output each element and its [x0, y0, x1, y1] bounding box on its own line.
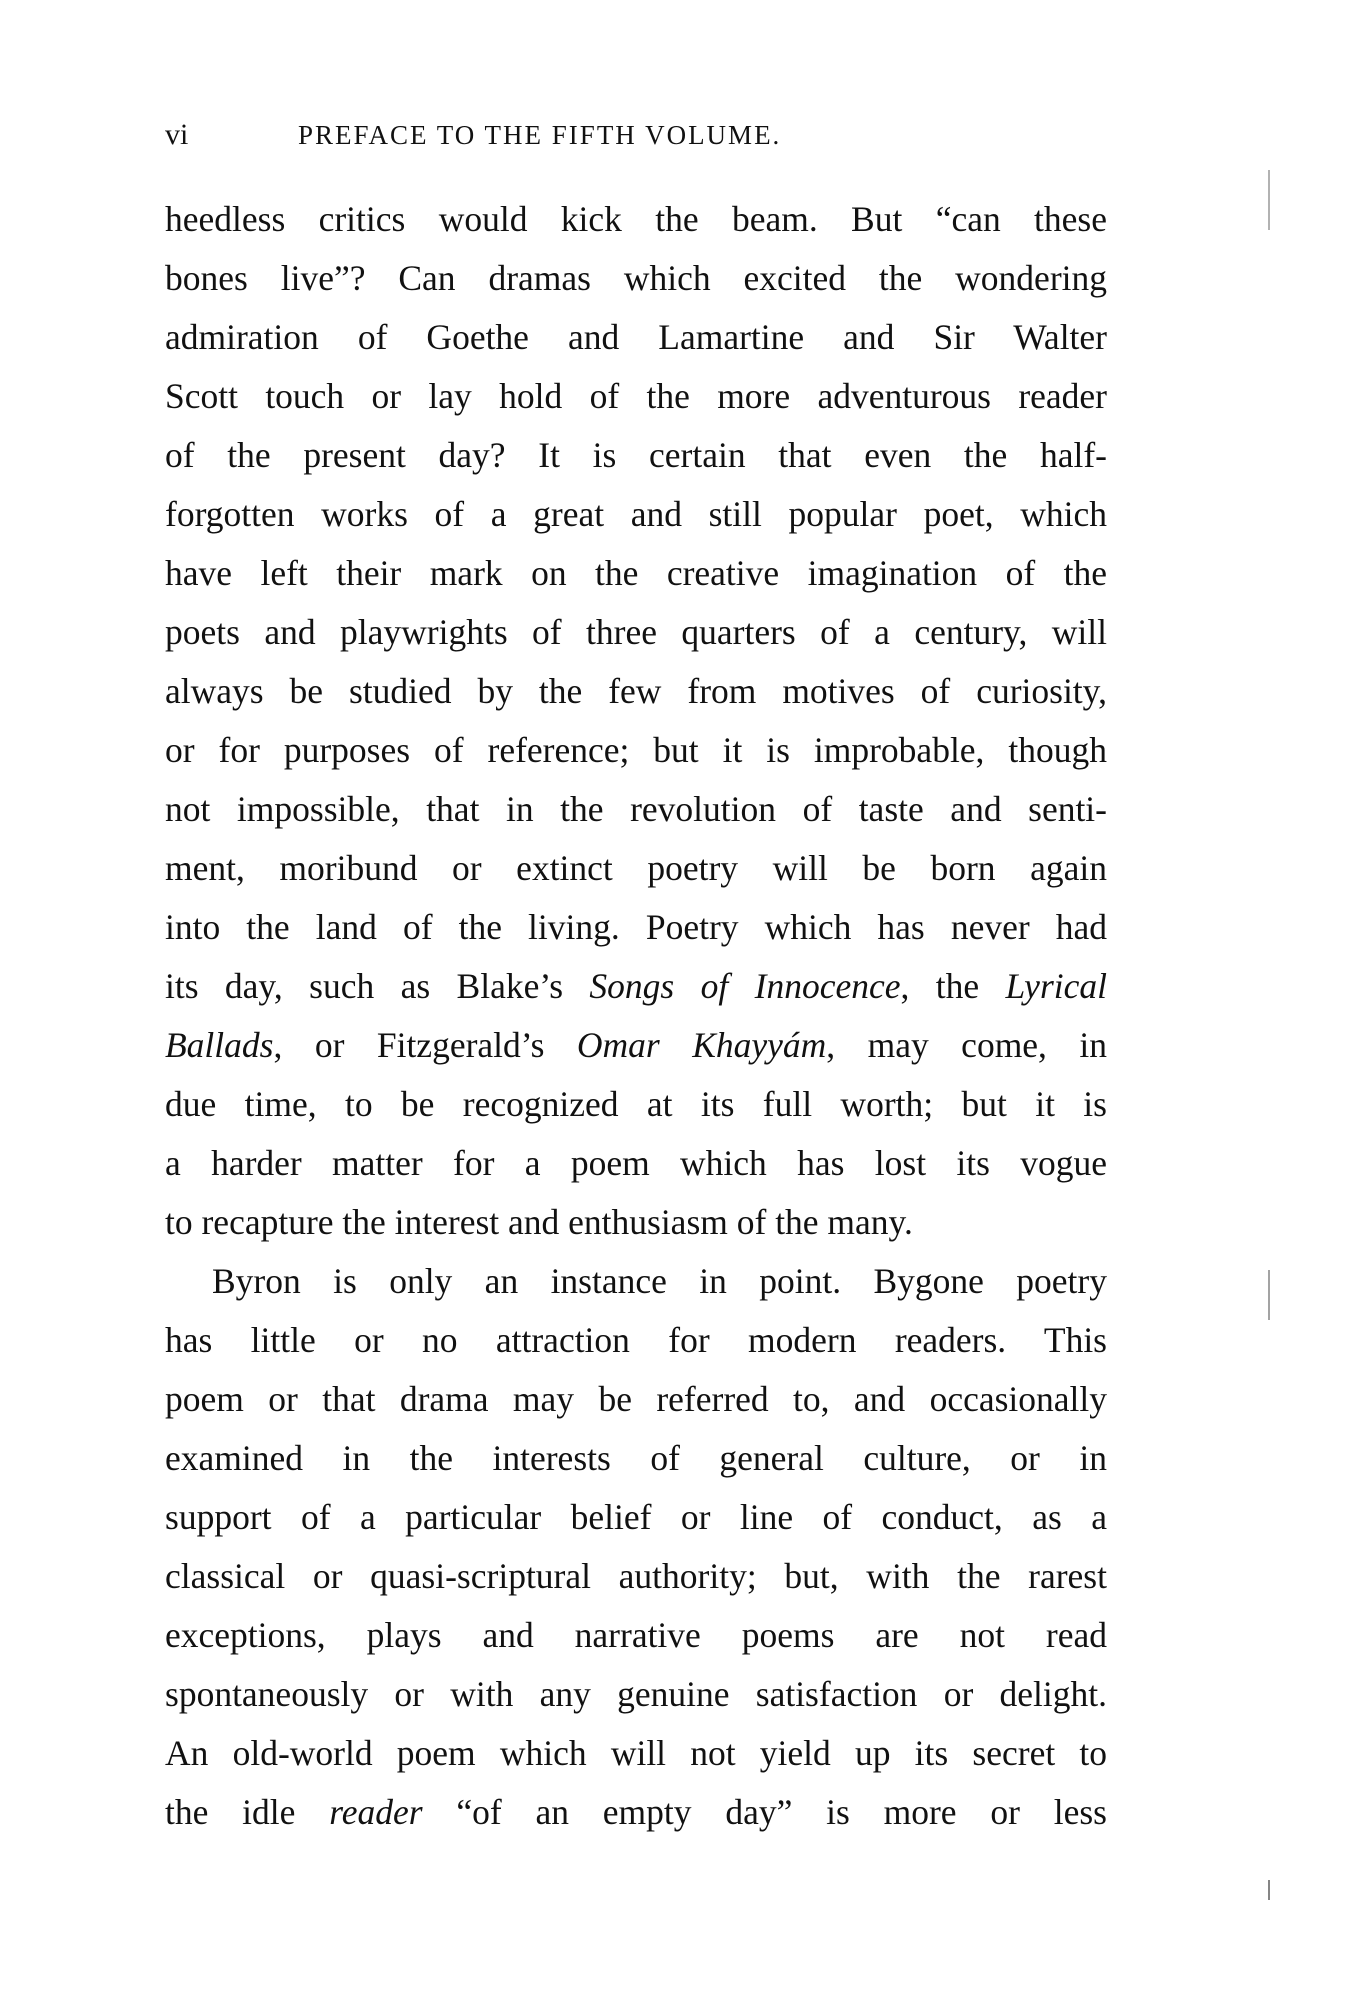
text-line: exceptions, plays and narrative poems are not read [165, 1615, 1107, 1655]
text-line: its day, such as Blake’s Songs of Innocence, the Lyrical [165, 966, 1107, 1006]
scan-edge-mark [1268, 1880, 1270, 1900]
text-line: the idle reader “of an empty day” is more or less [165, 1792, 1107, 1832]
text-line: classical or quasi-scriptural authority; but, with the rarest [165, 1556, 1107, 1596]
text-line: support of a particular belief or line of conduct, as a [165, 1497, 1107, 1537]
text-line: into the land of the living. Poetry which has never had [165, 907, 1107, 947]
text-line: always be studied by the few from motives of curiosity, [165, 671, 1107, 711]
scan-edge-mark [1268, 170, 1270, 230]
text-line: Scott touch or lay hold of the more adventurous reader [165, 376, 1107, 416]
scan-edge-mark [1268, 1270, 1270, 1320]
text-line: bones live”? Can dramas which excited the wondering [165, 258, 1107, 298]
paragraph [165, 1252, 1107, 1842]
text-line: poem or that drama may be referred to, and occasionally [165, 1379, 1107, 1419]
text-line: or for purposes of reference; but it is improbable, though [165, 730, 1107, 770]
text-line: a harder matter for a poem which has lost its vogue [165, 1143, 1107, 1183]
text-line: have left their mark on the creative imagination of the [165, 553, 1107, 593]
running-title: PREFACE TO THE FIFTH VOLUME. [298, 120, 782, 150]
text-line: not impossible, that in the revolution of taste and senti- [165, 789, 1107, 829]
text-line: heedless critics would kick the beam. But “can these [165, 199, 1107, 239]
page-body [165, 190, 1107, 1842]
text-line: examined in the interests of general culture, or in [165, 1438, 1107, 1478]
text-line: admiration of Goethe and Lamartine and Sir Walter [165, 317, 1107, 357]
running-header [165, 118, 1107, 158]
text-line: Ballads, or Fitzgerald’s Omar Khayyám, may come, in [165, 1025, 1107, 1065]
text-line: Byron is only an instance in point. Bygone poetry [212, 1261, 1107, 1301]
text-line: poets and playwrights of three quarters of a century, will [165, 612, 1107, 652]
text-line: ment, moribund or extinct poetry will be born again [165, 848, 1107, 888]
text-line: has little or no attraction for modern readers. This [165, 1320, 1107, 1360]
page-number: vi [165, 118, 189, 151]
text-line: spontaneously or with any genuine satisfaction or delight. [165, 1674, 1107, 1714]
text-line: forgotten works of a great and still popular poet, which [165, 494, 1107, 534]
text-line: of the present day? It is certain that even the half- [165, 435, 1107, 475]
paragraph [165, 190, 1107, 1252]
text-line: An old-world poem which will not yield up its secret to [165, 1733, 1107, 1773]
text-line: to recapture the interest and enthusiasm of the many. [165, 1202, 913, 1242]
text-line: due time, to be recognized at its full worth; but it is [165, 1084, 1107, 1124]
